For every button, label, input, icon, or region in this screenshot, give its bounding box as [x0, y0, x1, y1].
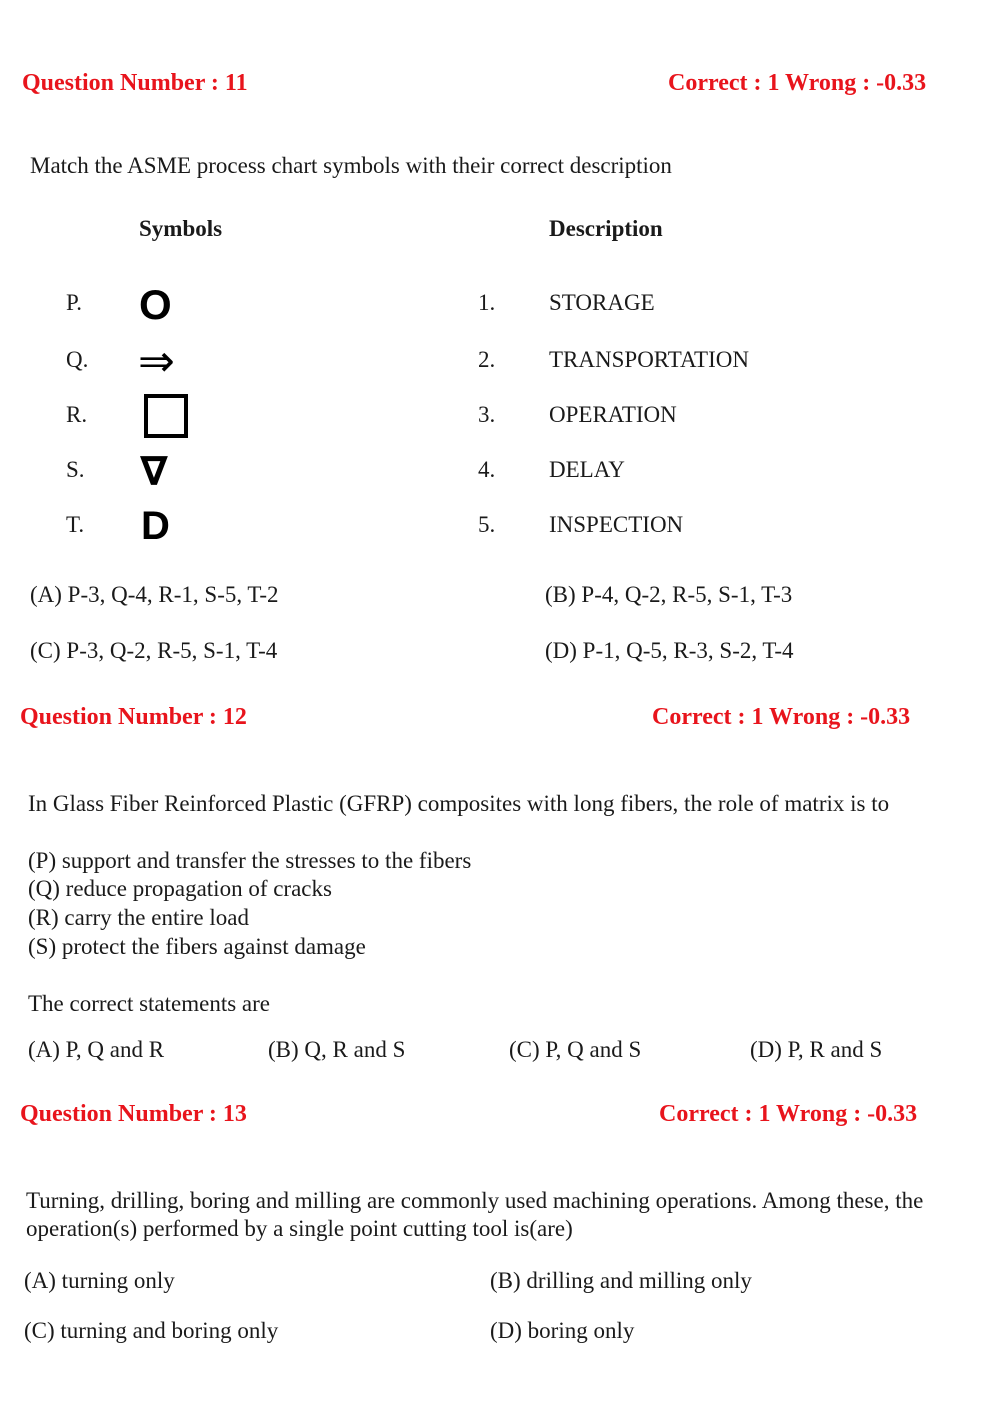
- q11-option-b[interactable]: (B) P-4, Q-2, R-5, S-1, T-3: [545, 582, 793, 607]
- q12-option-b[interactable]: (B) Q, R and S: [268, 1037, 406, 1062]
- q13-number: Question Number : 13: [20, 1101, 247, 1127]
- q11-option-c[interactable]: (C) P-3, Q-2, R-5, S-1, T-4: [30, 638, 278, 663]
- q11-description-transportation: TRANSPORTATION: [549, 347, 749, 372]
- q13-marks: Correct : 1 Wrong : -0.33: [659, 1101, 918, 1127]
- q11-number: Question Number : 11: [22, 70, 248, 96]
- q11-description-num-3: 3.: [478, 402, 496, 427]
- q11-description-num-5: 5.: [478, 512, 496, 537]
- q13-option-a[interactable]: (A) turning only: [24, 1268, 175, 1293]
- q11-description-num-2: 2.: [478, 347, 496, 372]
- q11-stem: Match the ASME process chart symbols with their correct description: [30, 153, 672, 178]
- q12-statement-r: (R) carry the entire load: [28, 905, 249, 930]
- q13-stem-line1: Turning, drilling, boring and milling are commonly used machining operations. Among these, the: [26, 1188, 924, 1213]
- q13-option-c[interactable]: (C) turning and boring only: [24, 1318, 279, 1343]
- q11-option-d[interactable]: (D) P-1, Q-5, R-3, S-2, T-4: [545, 638, 794, 663]
- q12-prompt: The correct statements are: [28, 991, 271, 1016]
- triangle-storage-icon: ∇: [140, 449, 168, 495]
- q12-statement-q: (Q) reduce propagation of cracks: [28, 876, 332, 901]
- q11-marks: Correct : 1 Wrong : -0.33: [668, 70, 927, 96]
- q11-description-num-1: 1.: [478, 290, 496, 315]
- q11-description-heading: Description: [549, 216, 663, 241]
- double-arrow-transport-icon: ⇒: [138, 336, 175, 387]
- d-delay-icon: D: [141, 504, 170, 548]
- square-inspection-icon: [144, 394, 188, 438]
- q12-stem: In Glass Fiber Reinforced Plastic (GFRP) composites with long fibers, the role of matrix is to: [28, 791, 890, 816]
- q11-description-inspection: INSPECTION: [549, 512, 684, 537]
- q12-number: Question Number : 12: [20, 704, 247, 730]
- q11-description-storage: STORAGE: [549, 290, 655, 315]
- q11-description-num-4: 4.: [478, 457, 496, 482]
- q12-option-d[interactable]: (D) P, R and S: [750, 1037, 883, 1062]
- q11-symbol-letter-r: R.: [66, 402, 88, 427]
- q11-symbol-letter-t: T.: [66, 512, 85, 537]
- q11-description-delay: DELAY: [549, 457, 625, 482]
- q11-description-operation: OPERATION: [549, 402, 677, 427]
- q12-statement-s: (S) protect the fibers against damage: [28, 934, 366, 959]
- q12-option-c[interactable]: (C) P, Q and S: [509, 1037, 642, 1062]
- q11-symbol-letter-q: Q.: [66, 347, 89, 372]
- q11-option-a[interactable]: (A) P-3, Q-4, R-1, S-5, T-2: [30, 582, 279, 607]
- q12-option-a[interactable]: (A) P, Q and R: [28, 1037, 165, 1062]
- q11-symbol-letter-p: P.: [66, 290, 82, 315]
- q11-symbol-letter-s: S.: [66, 457, 85, 482]
- q12-statement-p: (P) support and transfer the stresses to the fibers: [28, 848, 472, 873]
- circle-operation-icon: O: [139, 281, 172, 328]
- q12-marks: Correct : 1 Wrong : -0.33: [652, 704, 911, 730]
- q11-symbols-heading: Symbols: [139, 216, 223, 241]
- q13-stem-line2: operation(s) performed by a single point cutting tool is(are): [26, 1216, 573, 1241]
- q13-option-b[interactable]: (B) drilling and milling only: [490, 1268, 752, 1293]
- q13-option-d[interactable]: (D) boring only: [490, 1318, 635, 1343]
